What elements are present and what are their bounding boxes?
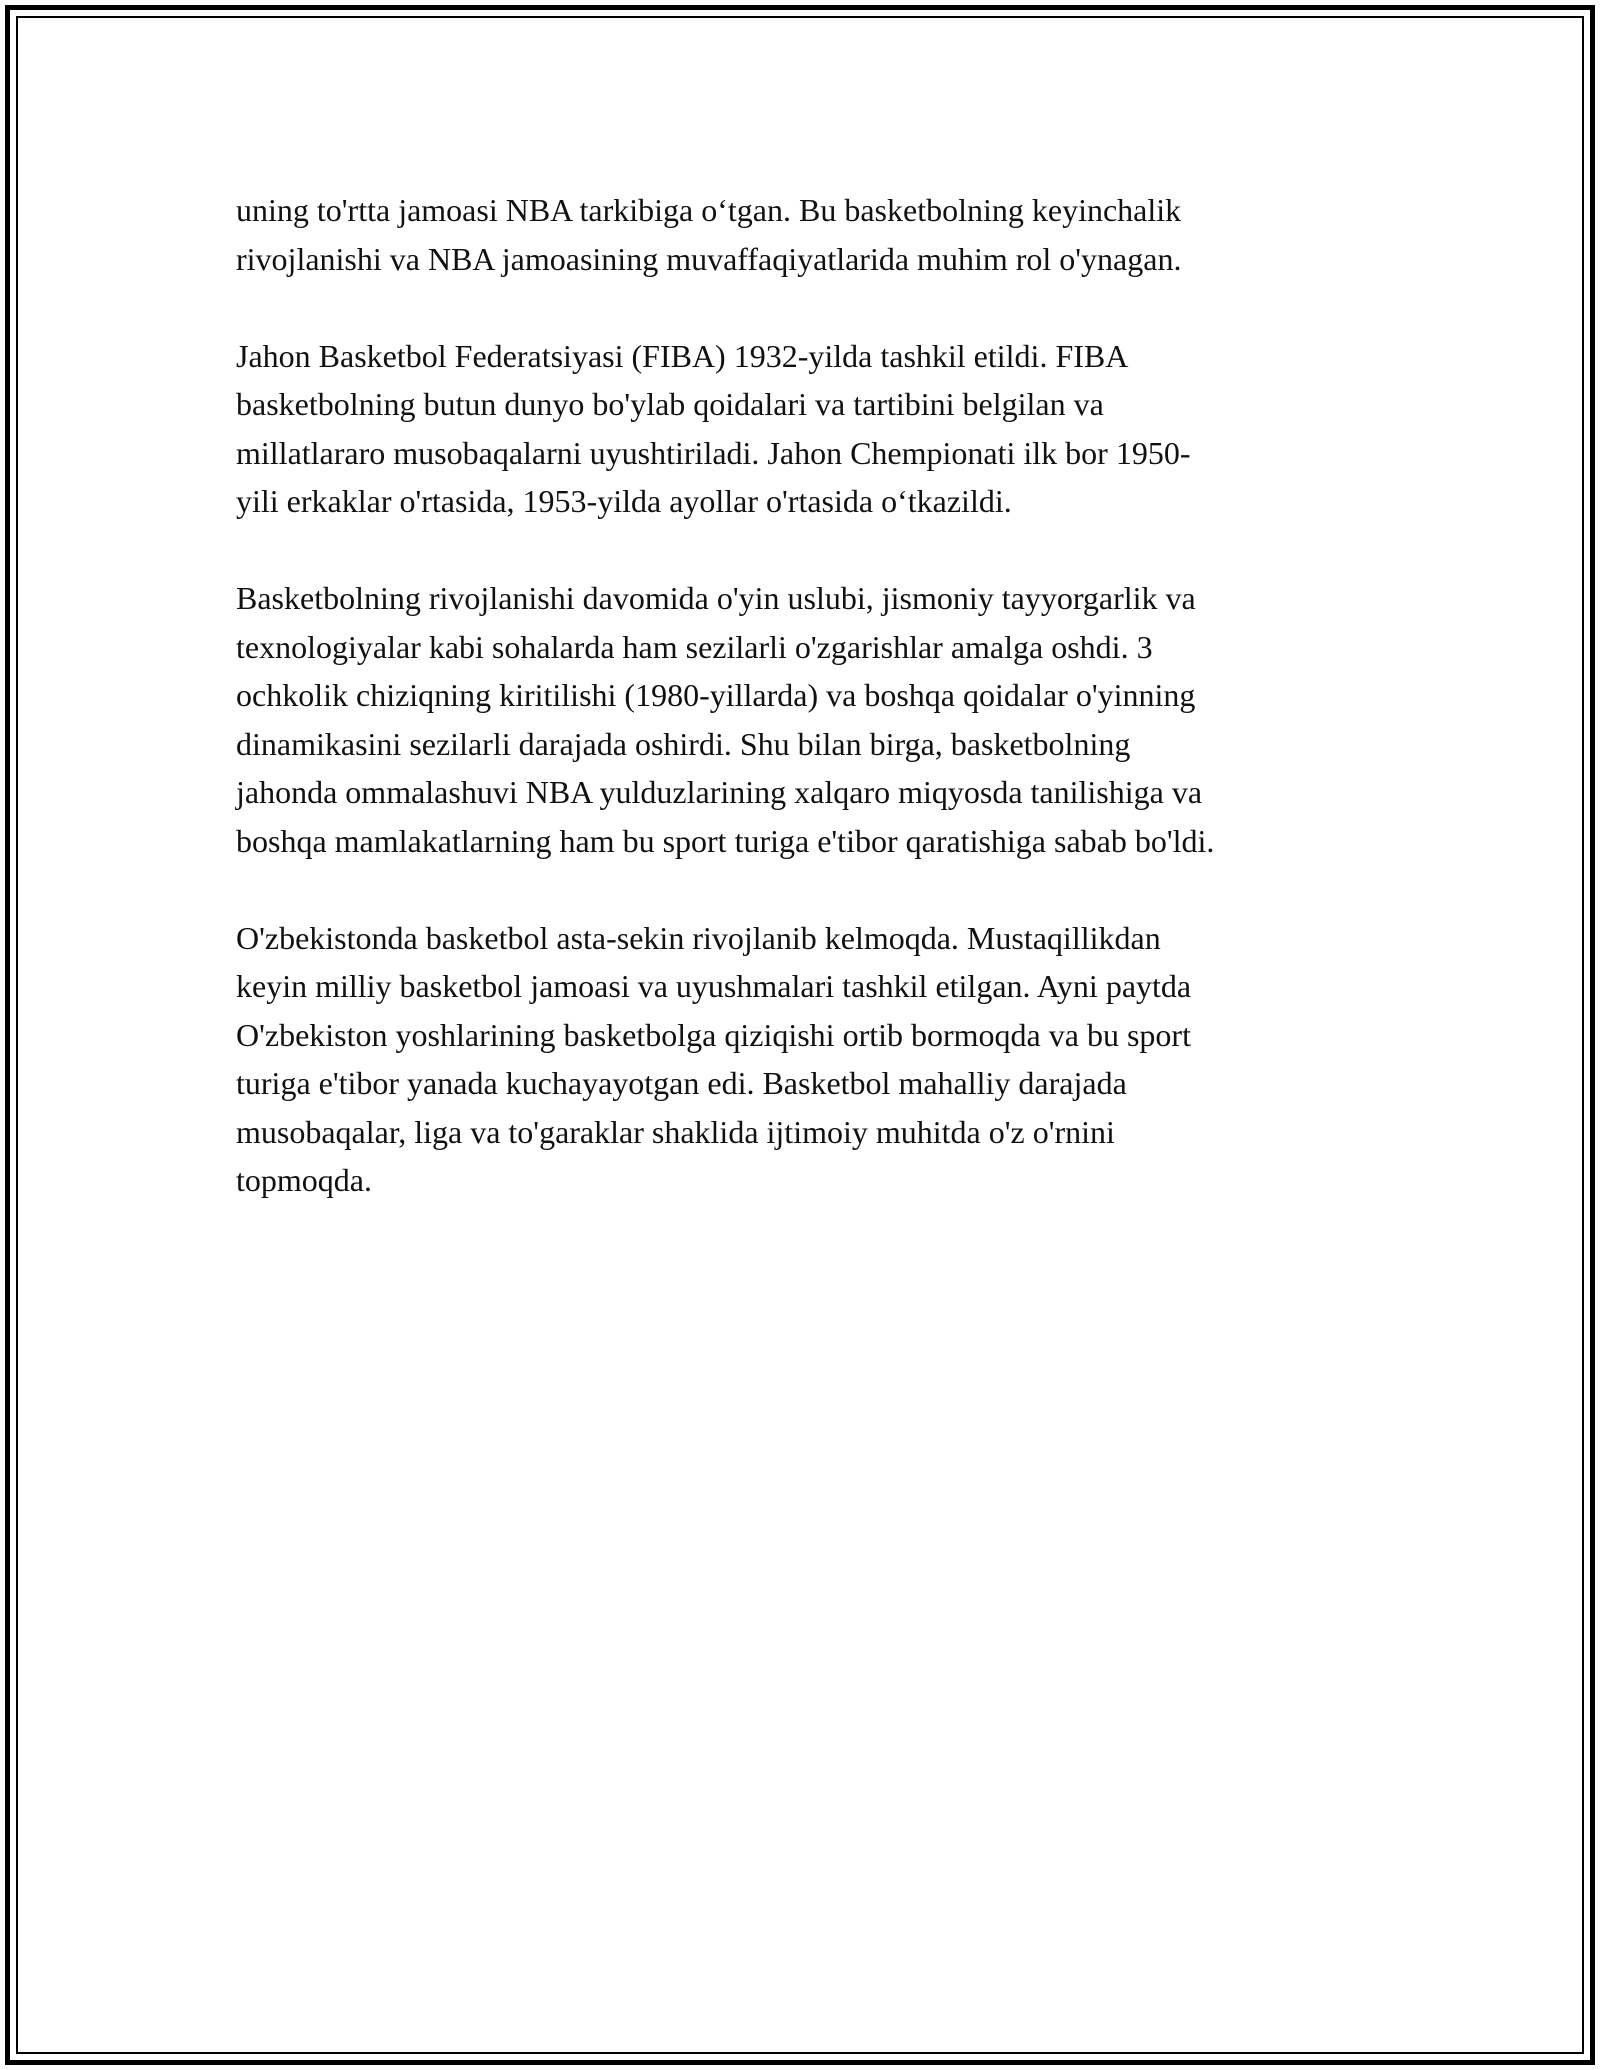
text-line: O'zbekistonda basketbol asta-sekin rivojlanib kelmoqda. Mustaqillikdan <box>236 919 1161 956</box>
text-line: rivojlanishi va NBA jamoasining muvaffaqiyatlarida muhim rol o'ynagan. <box>236 240 1182 277</box>
paragraph-uzbekistan <box>236 914 1366 1205</box>
text-line: topmoqda. <box>236 1162 372 1198</box>
text-line: O'zbekiston yoshlarining basketbolga qiziqishi ortib bormoqda va bu sport <box>236 1016 1191 1053</box>
text-line: yili erkaklar o'rtasida, 1953-yilda ayollar o'rtasida o‘tkazildi. <box>236 483 1012 519</box>
text-line: keyin milliy basketbol jamoasi va uyushmalari tashkil etilgan. Ayni paytda <box>236 968 1192 1004</box>
text-line: jahonda ommalashuvi NBA yulduzlarining xalqaro miqyosda tanilishiga va <box>236 774 1203 810</box>
text-line: basketbolning butun dunyo bo'ylab qoidalari va tartibini belgilan va <box>236 386 1104 422</box>
paragraph-development <box>236 574 1366 865</box>
text-line: musobaqalar, liga va to'garaklar shaklida ijtimoiy muhitda o'z o'rnini <box>236 1113 1115 1150</box>
text-line: millatlararo musobaqalarni uyushtiriladi. Jahon Chempionati ilk bor 1950- <box>236 434 1191 471</box>
text-line: texnologiyalar kabi sohalarda ham sezilarli o'zgarishlar amalga oshdi. 3 <box>236 628 1153 665</box>
document-body <box>236 186 1366 1253</box>
text-line: turiga e'tibor yanada kuchayayotgan edi. Basketbol mahalliy darajada <box>236 1065 1127 1101</box>
text-line: Jahon Basketbol Federatsiyasi (FIBA) 1932-yilda tashkil etildi. FIBA <box>236 337 1129 374</box>
paragraph-nba-teams <box>236 186 1366 283</box>
text-line: ochkolik chiziqning kiritilishi (1980-yillarda) va boshqa qoidalar o'yinning <box>236 677 1196 713</box>
paragraph-fiba <box>236 332 1366 526</box>
text-line: boshqa mamlakatlarning ham bu sport turiga e'tibor qaratishiga sabab bo'ldi. <box>236 822 1215 859</box>
text-line: uning to'rtta jamoasi NBA tarkibiga o‘tgan. Bu basketbolning keyinchalik <box>236 192 1182 228</box>
text-line: dinamikasini sezilarli darajada oshirdi. Shu bilan birga, basketbolning <box>236 725 1131 762</box>
text-line: Basketbolning rivojlanishi davomida o'yin uslubi, jismoniy tayyorgarlik va <box>236 580 1196 616</box>
